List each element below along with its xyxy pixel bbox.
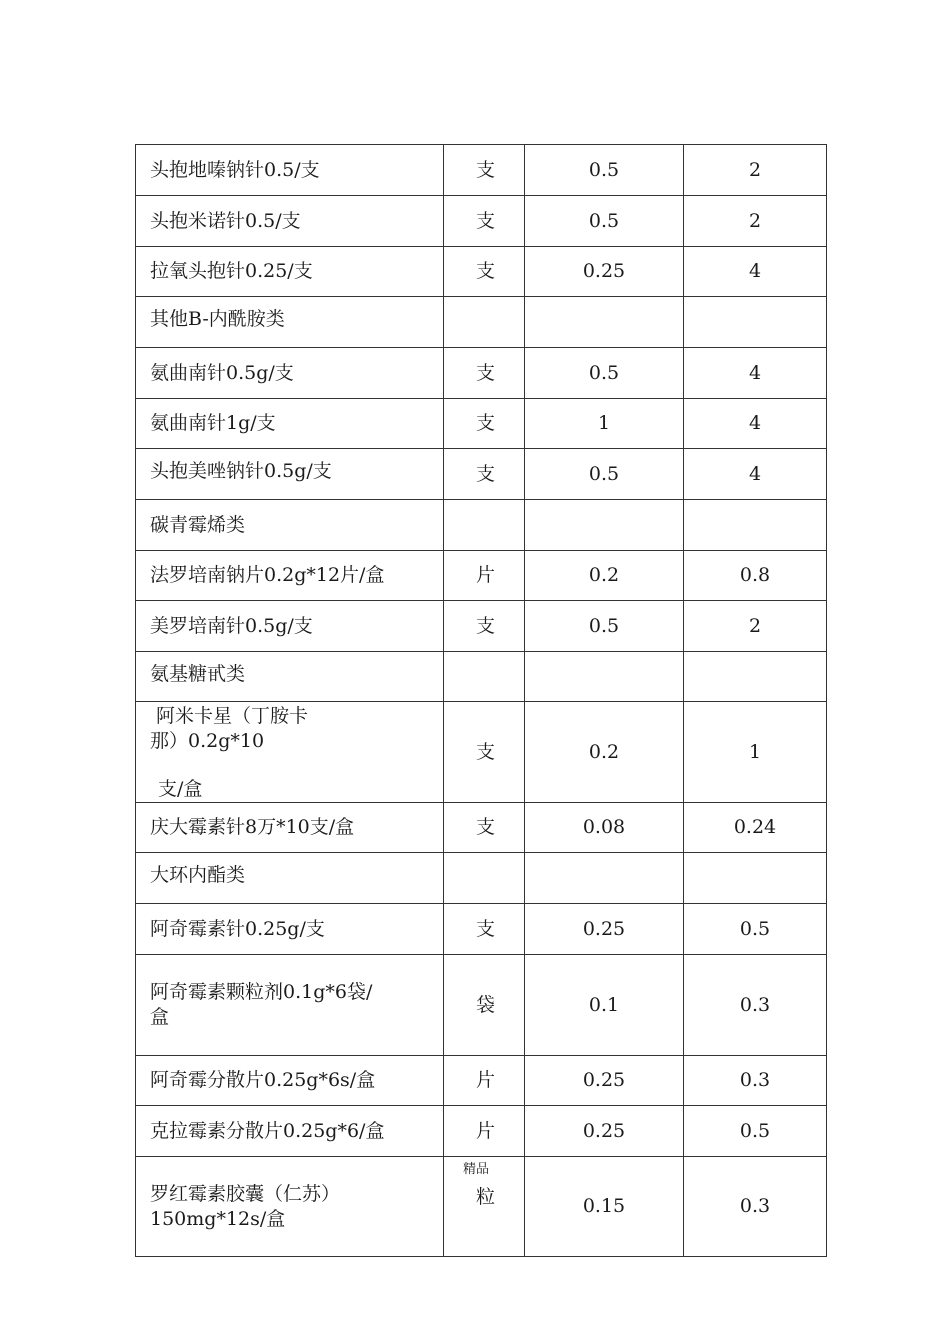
unit-cell: [444, 652, 525, 702]
unit-cell: 支: [444, 803, 525, 853]
ddd-cell: 4: [684, 348, 827, 399]
table-row: [136, 803, 827, 853]
ddd-cell: [684, 297, 827, 348]
table-row: [136, 601, 827, 652]
drug-name-line: 阿奇霉素颗粒剂0.1g*6袋/: [150, 981, 373, 1004]
table-row: [136, 702, 827, 803]
dose-cell: 0.1: [525, 955, 684, 1056]
table-row: [136, 904, 827, 955]
unit-cell: 片: [444, 551, 525, 601]
unit-cell: 片: [444, 1106, 525, 1157]
drug-name-cell: 阿奇霉素针0.25g/支: [136, 904, 444, 955]
table-row: [136, 196, 827, 247]
drug-name-line: 150mg*12s/盒: [150, 1207, 286, 1230]
ddd-cell: 2: [684, 601, 827, 652]
category-name-cell: 大环内酯类: [136, 853, 444, 904]
ddd-cell: 0.24: [684, 803, 827, 853]
unit-cell: 片: [444, 1056, 525, 1106]
table-row: [136, 247, 827, 297]
drug-name-cell: [136, 702, 444, 803]
unit-cell: [444, 853, 525, 904]
ddd-cell: 0.3: [684, 955, 827, 1056]
category-row: [136, 297, 827, 348]
dose-cell: 0.2: [525, 551, 684, 601]
drug-name-cell: [136, 955, 444, 1056]
unit-cell: [444, 297, 525, 348]
category-name-cell: 其他B-内酰胺类: [136, 297, 444, 348]
ddd-cell: 2: [684, 145, 827, 196]
ddd-cell: 0.5: [684, 1106, 827, 1157]
unit-cell: 支: [444, 702, 525, 803]
ddd-cell: 0.3: [684, 1056, 827, 1106]
table-row: [136, 955, 827, 1056]
table-row: [136, 1106, 827, 1157]
drug-name-cell: 头抱地嗪钠针0.5/支: [136, 145, 444, 196]
unit-cell: 粒: [444, 1157, 525, 1257]
dose-cell: 0.25: [525, 1056, 684, 1106]
ddd-cell: 1: [684, 702, 827, 803]
drug-name-line: 那）0.2g*10: [150, 729, 265, 752]
dose-cell: 0.5: [525, 196, 684, 247]
unit-cell: 支: [444, 399, 525, 449]
dose-cell: [525, 652, 684, 702]
unit-cell: 支: [444, 601, 525, 652]
ddd-cell: 4: [684, 399, 827, 449]
table-row: [136, 399, 827, 449]
dose-cell: 1: [525, 399, 684, 449]
ddd-cell: 2: [684, 196, 827, 247]
dose-cell: 0.25: [525, 904, 684, 955]
drug-name-cell: [136, 1157, 444, 1257]
ddd-cell: [684, 500, 827, 551]
ddd-cell: 0.5: [684, 904, 827, 955]
dose-cell: 0.5: [525, 601, 684, 652]
unit-cell: 袋: [444, 955, 525, 1056]
category-row: [136, 853, 827, 904]
unit-cell: 支: [444, 449, 525, 500]
drug-ddd-table: [135, 144, 827, 1257]
dose-cell: [525, 500, 684, 551]
ddd-cell: 0.3: [684, 1157, 827, 1257]
ddd-cell: 4: [684, 449, 827, 500]
drug-name-cell: 氨曲南针1g/支: [136, 399, 444, 449]
dose-cell: 0.25: [525, 1106, 684, 1157]
drug-name-cell: 氨曲南针0.5g/支: [136, 348, 444, 399]
drug-name-cell: 法罗培南钠片0.2g*12片/盒: [136, 551, 444, 601]
drug-name-cell: 美罗培南针0.5g/支: [136, 601, 444, 652]
table-row: [136, 348, 827, 399]
drug-name-line: 罗红霉素胶囊（仁苏）: [150, 1182, 341, 1205]
dose-cell: 0.5: [525, 145, 684, 196]
table-row: [136, 449, 827, 500]
unit-cell: [444, 500, 525, 551]
ddd-cell: 0.8: [684, 551, 827, 601]
ddd-cell: 4: [684, 247, 827, 297]
category-name-cell: 碳青霉烯类: [136, 500, 444, 551]
dose-cell: [525, 297, 684, 348]
dose-cell: 0.5: [525, 348, 684, 399]
ddd-cell: [684, 853, 827, 904]
unit-cell: 支: [444, 145, 525, 196]
dose-cell: 0.15: [525, 1157, 684, 1257]
unit-cell: 支: [444, 348, 525, 399]
drug-name-cell: 拉氧头抱针0.25/支: [136, 247, 444, 297]
category-row: [136, 652, 827, 702]
drug-name-line: 阿米卡星（丁胺卡: [156, 705, 309, 727]
drug-name-cell: 克拉霉素分散片0.25g*6/盒: [136, 1106, 444, 1157]
table-row: [136, 1056, 827, 1106]
unit-cell: 支: [444, 196, 525, 247]
ddd-cell: [684, 652, 827, 702]
dose-cell: 0.25: [525, 247, 684, 297]
dose-cell: 0.08: [525, 803, 684, 853]
dose-cell: 0.2: [525, 702, 684, 803]
unit-cell: 支: [444, 904, 525, 955]
table-row: [136, 551, 827, 601]
drug-name-cell: 阿奇霉分散片0.25g*6s/盒: [136, 1056, 444, 1106]
drug-name-cell: 庆大霉素针8万*10支/盒: [136, 803, 444, 853]
drug-name-line: 支/盒: [158, 778, 203, 801]
watermark-stamp: 精品: [463, 1162, 490, 1177]
drug-name-line: 盒: [150, 1006, 170, 1029]
dose-cell: [525, 853, 684, 904]
dose-cell: 0.5: [525, 449, 684, 500]
category-name-cell: 氨基糖甙类: [136, 652, 444, 702]
category-row: [136, 500, 827, 551]
drug-name-cell: 头抱美唑钠针0.5g/支: [136, 449, 444, 500]
table-row: [136, 145, 827, 196]
drug-name-cell: 头抱米诺针0.5/支: [136, 196, 444, 247]
unit-cell: 支: [444, 247, 525, 297]
